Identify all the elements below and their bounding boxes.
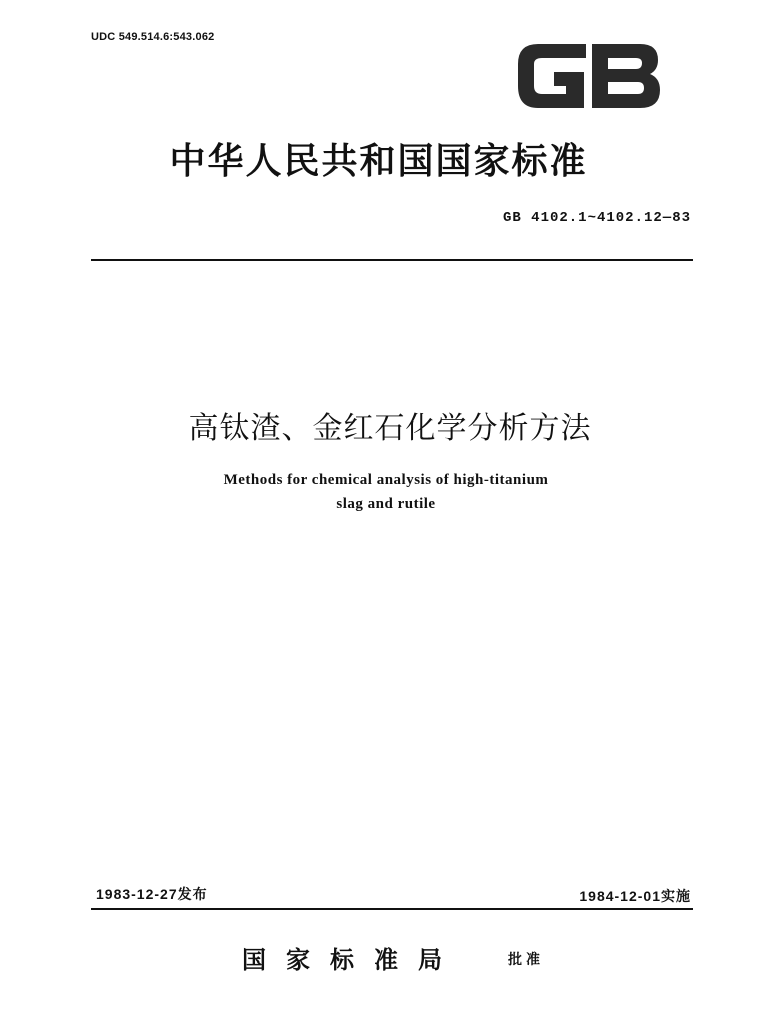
main-title: 中华人民共和国国家标准 [169, 140, 588, 182]
english-document-title [0, 468, 757, 516]
chinese-document-title: 高钛渣、金红石化学分析方法 [188, 411, 592, 446]
gb-logo-mark [516, 36, 662, 114]
issuing-body: 国家标准局 [242, 945, 462, 974]
english-title-line-2: slag and rutile [336, 496, 436, 512]
standard-number: GB 4102.1~4102.12—83 [502, 210, 691, 226]
top-divider [91, 259, 693, 261]
implementation-date: 1984-12-01实施 [579, 888, 691, 904]
approval-label: 批准 [508, 952, 544, 968]
gb-logo [516, 36, 662, 114]
english-title-line-1: Methods for chemical analysis of high-titanium [223, 472, 549, 488]
bottom-divider [91, 908, 693, 910]
udc-code: UDC 549.514.6:543.062 [91, 31, 215, 43]
issue-date: 1983-12-27发布 [96, 886, 208, 902]
